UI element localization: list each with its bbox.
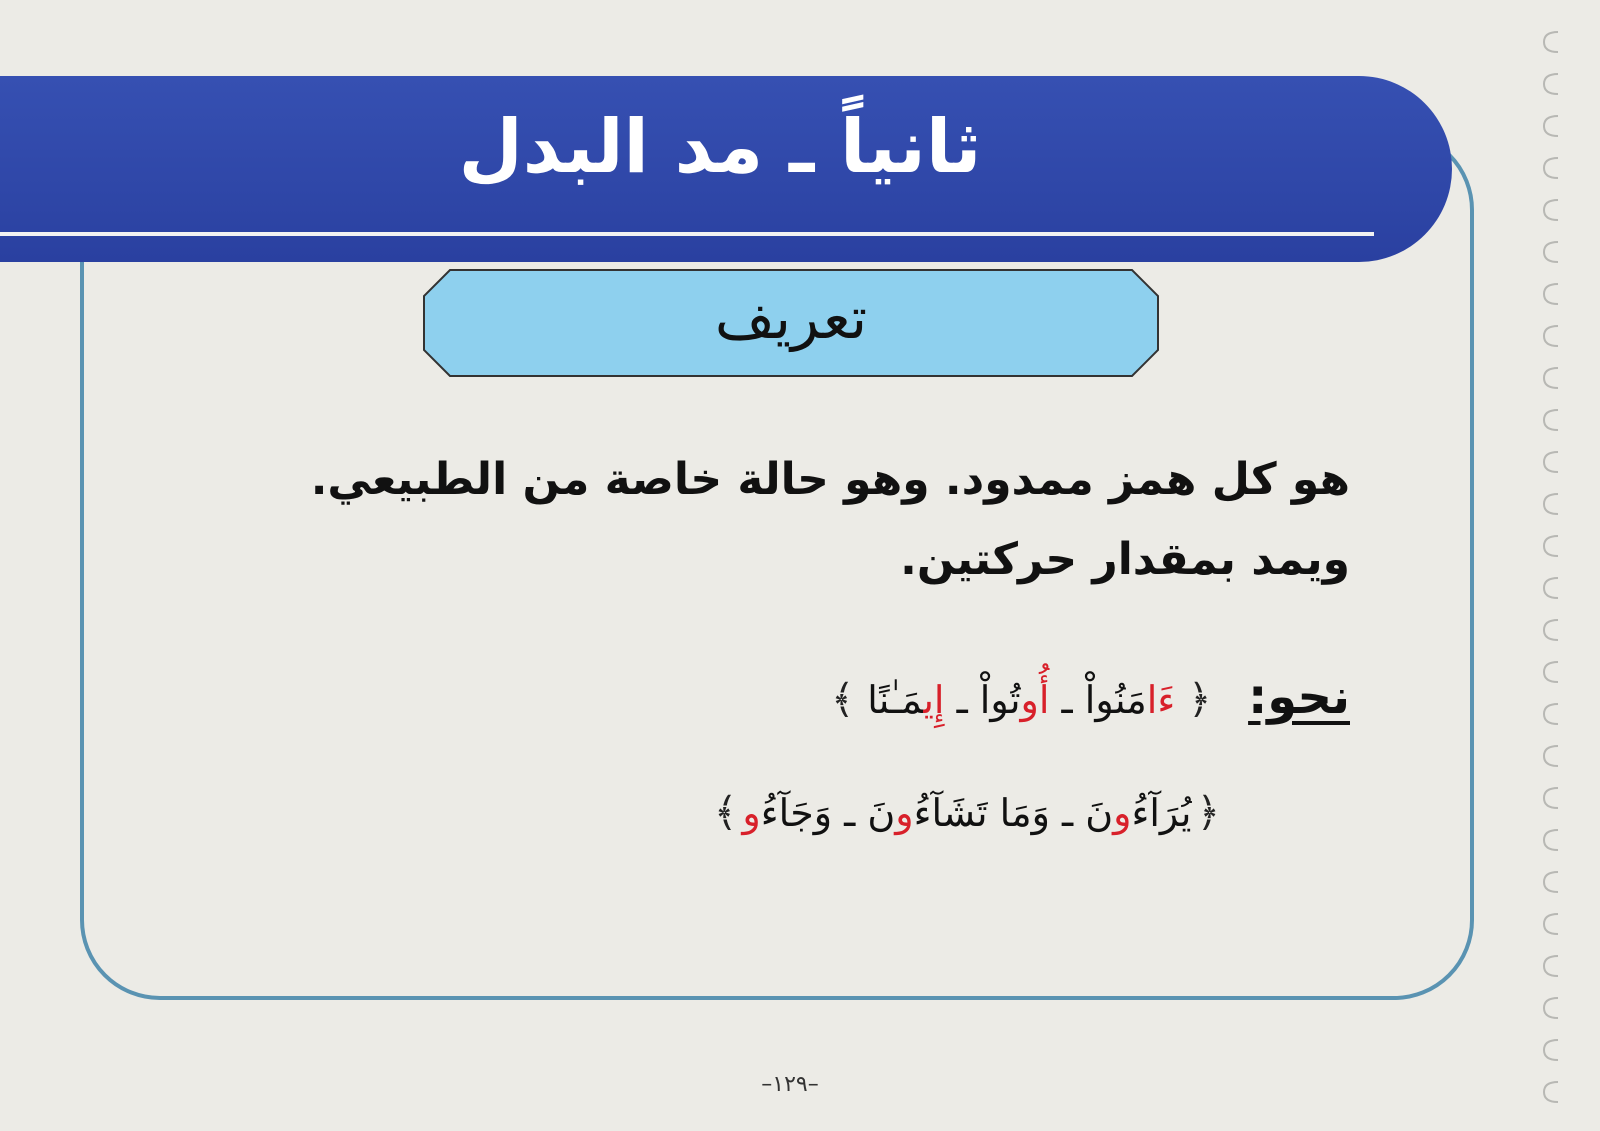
verse-segment: تُواْ [979, 678, 1021, 722]
spiral-ring [1544, 74, 1558, 94]
example-verse-2 [742, 791, 1191, 835]
definition-text [300, 440, 1350, 600]
verse-segment: ـ [832, 791, 868, 835]
spiral-ring [1544, 1082, 1558, 1102]
definition-label: تعريف [714, 284, 868, 352]
spiral-ring [1544, 200, 1558, 220]
spiral-ring [1544, 830, 1558, 850]
verse-segment: وَجَآءُ [760, 791, 833, 835]
spiral-ring [1544, 284, 1558, 304]
verse-segment: ـ [944, 678, 980, 722]
spiral-ring [1544, 872, 1558, 892]
quran-bracket-close: ﴾ [831, 677, 855, 723]
madd-highlight: إِي [923, 678, 945, 722]
verse-segment: ـ [1049, 791, 1086, 835]
quran-bracket-open: ﴿ [1187, 677, 1212, 723]
example-label: نحو: [1248, 669, 1350, 725]
spiral-ring [1544, 620, 1558, 640]
quran-bracket-open: ﴿ [1196, 790, 1220, 836]
spiral-ring [1544, 788, 1558, 808]
verse-segment: وَمَا تَشَآءُ [913, 791, 1050, 835]
spiral-ring [1544, 494, 1558, 514]
example-verse-1 [867, 678, 1175, 722]
spiral-ring [1544, 32, 1558, 52]
page-number: –١٢٩– [761, 1072, 819, 1097]
quran-bracket-close: ﴾ [713, 790, 738, 836]
spiral-ring [1544, 368, 1558, 388]
madd-highlight: ءَا [1146, 678, 1176, 722]
spiral-ring [1544, 956, 1558, 976]
spiral-ring [1544, 578, 1558, 598]
spiral-ring [1544, 410, 1558, 430]
madd-highlight: و [742, 791, 761, 835]
spiral-ring [1544, 326, 1558, 346]
spiral-ring [1544, 242, 1558, 262]
spiral-ring [1544, 998, 1558, 1018]
spiral-ring [1544, 662, 1558, 682]
spiral-ring [1544, 1040, 1558, 1060]
spiral-ring [1544, 914, 1558, 934]
spiral-binding [1530, 10, 1570, 1120]
spiral-ring [1544, 536, 1558, 556]
spiral-ring [1544, 116, 1558, 136]
definition-label-box [422, 268, 1160, 378]
verse-segment: نَ [1085, 791, 1114, 835]
spiral-ring [1544, 704, 1558, 724]
page-title: ثانياً ـ مد البدل [458, 104, 982, 190]
banner-underline [0, 232, 1374, 236]
verse-segment: يُرَآءُ [1131, 791, 1192, 835]
example-row-1 [831, 662, 1350, 735]
definition-line-1: هو كل همز ممدود. وهو حالة خاصة من الطبيعي. [310, 454, 1350, 505]
madd-highlight: و [895, 791, 914, 835]
definition-line-2: ويمد بمقدار حركتين. [900, 534, 1350, 585]
spiral-ring [1544, 158, 1558, 178]
spiral-ring [1544, 746, 1558, 766]
verse-segment: نَ [867, 791, 896, 835]
verse-segment: مَـٰنًا [867, 678, 924, 722]
example-row-2 [714, 778, 1220, 856]
verse-segment: ـ [1049, 678, 1085, 722]
madd-highlight: و [1113, 791, 1132, 835]
madd-highlight: أُو [1020, 678, 1050, 722]
verse-segment: مَنُواْ [1084, 678, 1147, 722]
spiral-ring [1544, 452, 1558, 472]
